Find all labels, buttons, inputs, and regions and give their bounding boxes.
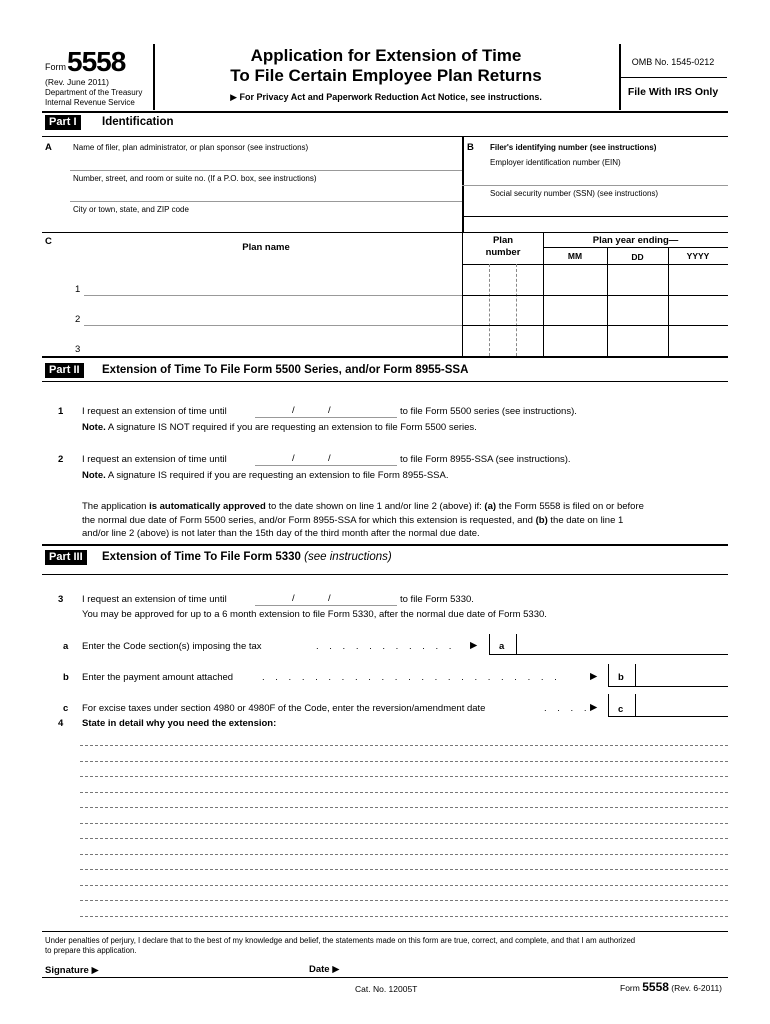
plan-name-3-input[interactable] <box>86 341 458 354</box>
revision-date: (Rev. June 2011) <box>45 77 109 87</box>
part2-title: Extension of Time To File Form 5500 Series, and/or Form 8955-SSA <box>102 364 469 376</box>
yyyy-label: YYYY <box>686 251 710 261</box>
line2-slash-1: / <box>292 453 295 464</box>
line2-date-input[interactable] <box>255 453 395 465</box>
privacy-notice: ▶ For Privacy Act and Paperwork Reduction Act Notice, see instructions. <box>230 92 542 102</box>
line4-label: State in detail why you need the extension: <box>82 718 277 729</box>
street-input[interactable] <box>73 186 458 200</box>
part1-tag: Part I <box>45 115 81 130</box>
line3b-letter: b <box>63 672 69 683</box>
box-b-label: b <box>618 672 624 683</box>
line2-text: I request an extension of time until <box>82 454 227 465</box>
code-section-input[interactable] <box>520 638 726 652</box>
box-a-label: a <box>499 641 505 652</box>
department: Department of the Treasury <box>45 88 143 97</box>
agency: Internal Revenue Service <box>45 98 135 107</box>
city-input[interactable] <box>73 217 458 231</box>
date-label: Date ▶ <box>309 964 340 975</box>
line3b-label: Enter the payment amount attached <box>82 672 234 683</box>
form-title-line1: Application for Extension of Time <box>250 46 522 65</box>
line3a-dots: . . . . . . . . . . . <box>316 641 456 652</box>
ssn-input[interactable] <box>490 201 725 215</box>
line3c-dots: . . . . <box>544 703 591 714</box>
line3-sub: You may be approved for up to a 6 month extension to file Form 5330, after the normal due date of Form 5330. <box>82 609 547 620</box>
plan-name-label: Plan name <box>242 242 290 253</box>
payment-amount-input[interactable] <box>639 669 726 683</box>
form-title-line2: To File Certain Employee Plan Returns <box>230 66 542 85</box>
line3a-letter: a <box>63 641 69 652</box>
filer-id-label: Filer's identifying number (see instructions) <box>490 143 657 152</box>
dd-label: DD <box>631 252 644 262</box>
line2-post: to file Form 8955-SSA (see instructions). <box>400 454 571 465</box>
line3c-arrow: ▶ <box>590 702 598 713</box>
auto-approval-line1: The application is automatically approved to the date shown on line 1 and/or line 2 (above) if: (a) the Form 5558 is filed on or before <box>82 501 644 512</box>
line3a-label: Enter the Code section(s) imposing the tax <box>82 641 262 652</box>
line1-date-input[interactable] <box>255 405 395 417</box>
line3-number: 3 <box>58 594 64 605</box>
line1-slash-1: / <box>292 405 295 416</box>
line3c-letter: c <box>63 703 69 714</box>
part3-title: Extension of Time To File Form 5330 (see instructions) <box>102 551 392 563</box>
plan-row-1-number: 1 <box>75 284 81 295</box>
line3c-label: For excise taxes under section 4980 or 4980F of the Code, enter the reversion/amendment date <box>82 703 486 714</box>
omb-number: OMB No. 1545-0212 <box>631 57 715 67</box>
letter-b: B <box>467 142 474 153</box>
ein-input[interactable] <box>490 170 725 184</box>
line3b-dots: . . . . . . . . . . . . . . . . . . . . . . . <box>262 672 561 683</box>
line1-slash-2: / <box>328 405 331 416</box>
line3-text: I request an extension of time until <box>82 594 227 605</box>
line3-slash-b: / <box>328 593 331 604</box>
plan-year-label: Plan year ending— <box>592 235 679 246</box>
plan-name-2-input[interactable] <box>86 312 458 325</box>
name-label: Name of filer, plan administrator, or plan sponsor (see instructions) <box>73 143 309 152</box>
auto-approval-line2: the normal due date of Form 5500 series, and/or Form 8955-SSA for which this extension is requested, and (b) the date on line 1 <box>82 515 624 526</box>
plan-name-1-input[interactable] <box>86 282 458 295</box>
part2-tag: Part II <box>45 363 84 378</box>
letter-c: C <box>45 236 52 247</box>
auto-approval-line3: and/or line 2 (above) is not later than the 15th day of the third month after the normal due date. <box>82 528 480 539</box>
form-label: Form <box>45 62 66 72</box>
street-label: Number, street, and room or suite no. (If a P.O. box, see instructions) <box>73 174 317 183</box>
line3a-arrow: ▶ <box>470 640 478 651</box>
date-input[interactable] <box>348 963 528 976</box>
cat-number: Cat. No. 12005T <box>355 984 418 994</box>
penalty-statement-1: Under penalties of perjury, I declare that to the best of my knowledge and belief, the statements made on this form are true, correct, and complete, and that I am authorized <box>45 936 636 945</box>
line1-text: I request an extension of time until <box>82 406 227 417</box>
line1-note: Note. A signature IS NOT required if you are requesting an extension to file Form 5500 series. <box>82 422 477 433</box>
part1-title: Identification <box>102 116 174 128</box>
part3-tag: Part III <box>45 550 87 565</box>
plan-number-label: Plan number <box>485 235 521 258</box>
filer-name-input[interactable] <box>73 155 458 169</box>
line3-slash-a: / <box>292 593 295 604</box>
line3-date-input[interactable] <box>255 593 395 605</box>
line3b-arrow: ▶ <box>590 671 598 682</box>
line2-number: 2 <box>58 454 64 465</box>
ein-label: Employer identification number (EIN) <box>490 158 621 167</box>
signature-label: Signature ▶ <box>45 965 99 976</box>
line1-post: to file Form 5500 series (see instructions). <box>400 406 577 417</box>
plan-row-2-number: 2 <box>75 314 81 325</box>
box-c-label: c <box>618 704 624 715</box>
signature-input[interactable] <box>110 963 300 976</box>
ssn-label: Social security number (SSN) (see instructions) <box>490 189 659 198</box>
letter-a: A <box>45 142 52 153</box>
line2-slash-2: / <box>328 453 331 464</box>
mm-label: MM <box>567 251 583 261</box>
line1-number: 1 <box>58 406 64 417</box>
footer-form-id: Form 5558 (Rev. 6-2011) <box>620 980 723 994</box>
form-number: 5558 <box>67 46 126 77</box>
city-label: City or town, state, and ZIP code <box>73 205 189 214</box>
reversion-date-input[interactable] <box>639 700 726 714</box>
line4-number: 4 <box>58 718 64 729</box>
penalty-statement-2: to prepare this application. <box>45 946 137 955</box>
plan-row-3-number: 3 <box>75 344 81 355</box>
line2-note: Note. A signature IS required if you are requesting an extension to file Form 8955-SSA. <box>82 470 449 481</box>
file-with-irs: File With IRS Only <box>627 86 719 98</box>
line3-post: to file Form 5330. <box>400 594 474 605</box>
